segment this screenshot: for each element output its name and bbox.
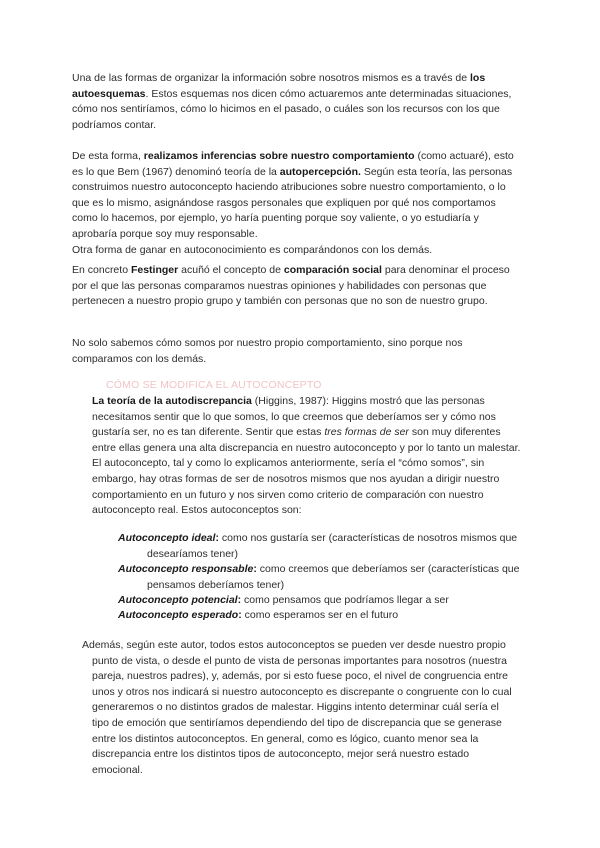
text: son muy diferentes entre ellas genera una alta discrepancia en nuestro autoconcepto y por lo tanto un malestar. El autoconcepto, tal y como lo explicamos anteriormente, sería el “cómo somos”, sin embargo, hay otras formas de ser de nosotros mismos que nos ayudan a dirigir nuestro comportamiento en un futuro y nos sirven como criterio de comparación con nuestro autoconcepto real. Estos autoconceptos son: — [92, 426, 521, 517]
text: Otra forma de ganar en autoconocimiento es comparándonos con los demás. — [72, 243, 433, 256]
definition-term: Autoconcepto esperado — [118, 609, 239, 621]
text: De esta forma, — [72, 150, 144, 162]
definition-text: como pensamos que podríamos llegar a ser — [241, 594, 449, 606]
definition-term: Autoconcepto potencial — [118, 594, 238, 606]
paragraph-comparamos: No solo sabemos cómo somos por nuestro propio comportamiento, sino porque nos comparamos con los demás. — [72, 337, 463, 365]
section-heading: CÓMO SE MODIFICA EL AUTOCONCEPTO — [106, 379, 322, 391]
definition-separator: : — [237, 594, 242, 606]
definition-term: Autoconcepto ideal — [118, 532, 216, 544]
text: Según esta teoría, las personas construimos nuestro autoconcepto haciendo atribuciones sobre nuestro comportamiento, o lo que es lo mismo, asignándose rasgos personales que expliquen por qué nos comportamos como lo hacemos, por ejemplo, yo haría puenting porque soy valiente, o yo estudiaría y aprobaría porque soy muy responsable. — [72, 165, 513, 240]
text: acuñó el concepto de — [178, 264, 284, 276]
definition-responsable — [118, 562, 527, 593]
paragraph-comparacion-social — [72, 263, 522, 310]
bold-term: los autoesquemas — [72, 72, 486, 100]
bold-term: autopercepción. — [279, 165, 361, 178]
definition-text: como nos gustaría ser (características de nosotros mismos que desearíamos tener) — [147, 532, 518, 560]
definition-separator: : — [253, 563, 257, 575]
paragraph-higgins-emocion: Además, según este autor, todos estos autoconceptos se pueden ver desde nuestro propio punto de vista, o desde el punto de vista de personas importantes para nosotros (nuestra pareja, nuestros padres), y, además, por si esto fuese poco, el nivel de congruencia entre unos y otros nos indicará si nuestro autoconcepto es discrepante o congruente con lo cual generaremos o no distintos grados de malestar. Higgins intento determinar cuál sería el tipo de emoción que sentiríamos dependiendo del tipo de discrepancia que se generase entre los distintos autoconceptos. En general, como es lógico, cuanto menor sea la discrepancia entre los distintos tipos de autoconcepto, mejor será nuestro estado emocional. — [82, 639, 512, 776]
definition-text: como esperamos ser en el futuro — [241, 609, 399, 621]
paragraph-autodiscrepancia — [92, 394, 522, 519]
bold-term: Festinger — [130, 264, 179, 276]
definition-esperado — [118, 608, 527, 624]
definition-potencial — [118, 593, 527, 609]
paragraph-autopercepcion — [72, 149, 522, 258]
text: (como actuaré), esto es lo que Bem (1967) denominó teoría de la — [72, 150, 514, 178]
definition-ideal — [118, 531, 527, 562]
definition-term: Autoconcepto responsable — [118, 563, 254, 575]
definition-separator: : — [215, 532, 219, 544]
text: (Higgins, 1987): Higgins mostró que las personas necesitamos sentir que lo que somos, lo que creemos que deberíamos ser y cómo nos gustaría ser, no es tan diferente. Sentir que estas — [92, 395, 496, 439]
paragraph-autoesquemas — [72, 71, 524, 133]
bold-term: comparación social — [283, 264, 382, 276]
text: para denominar el proceso por el que las personas comparamos nuestras opiniones y habilidades con personas que pertenecen a nuestro propio grupo y también con personas que no son de nuestro grupo. — [72, 264, 510, 308]
text: Una de las formas de organizar la información sobre nosotros mismos es a través de — [72, 72, 471, 84]
definition-separator: : — [238, 609, 242, 621]
text: . Estos esquemas nos dicen cómo actuaremos ante determinadas situaciones, cómo nos sentiríamos, cómo lo hicimos en el pasado, o cuáles son los recursos con los que podríamos contar. — [72, 87, 512, 131]
italic-term: tres formas de ser — [324, 426, 409, 439]
bold-term: realizamos inferencias sobre nuestro comportamiento — [143, 150, 415, 162]
bold-term: La teoría de la autodiscrepancia — [92, 395, 252, 407]
definition-text: como creemos que deberíamos ser (características que pensamos deberíamos tener) — [147, 563, 520, 591]
text: En concreto — [72, 264, 131, 276]
